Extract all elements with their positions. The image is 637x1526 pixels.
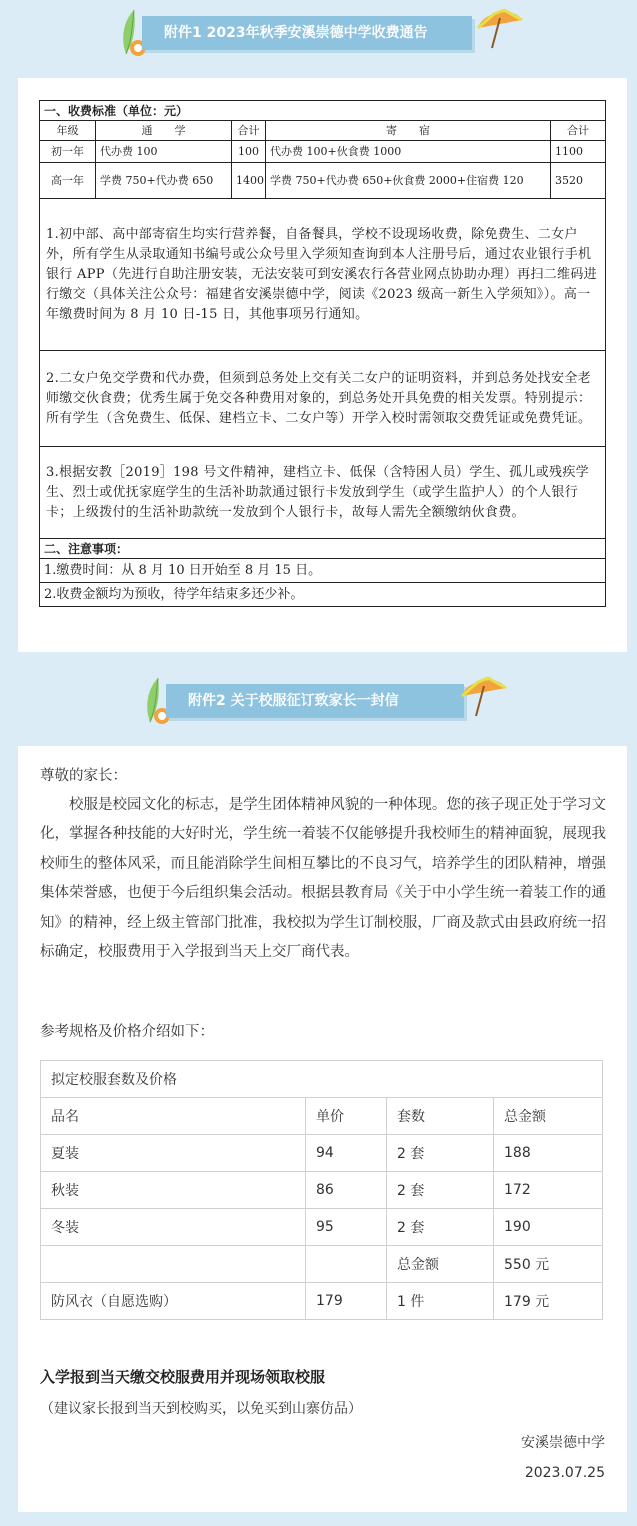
day-fee-cell: 学费 750+代办费 650 (96, 163, 232, 199)
banner-attachment-2 (0, 672, 637, 728)
amount-cell: 550 元 (494, 1246, 603, 1283)
header-amount: 总金额 (494, 1098, 603, 1135)
item-name-cell: 冬装 (41, 1209, 306, 1246)
table-row (41, 1209, 603, 1246)
fee-paragraph-3: 3.根据安教［2019］198 号文件精神，建档立卡、低保（含特困人员）学生、孤儿或残疾学生、烈士或优抚家庭学生的生活补助款通过银行卡发放到学生（或学生监护人）的个人银行卡；上级拨付的生活补助款统一发放到个人银行卡，故每人需先全额缴纳伙食费。 (40, 447, 606, 539)
table-row (40, 163, 606, 199)
item-name-cell (41, 1246, 306, 1283)
board-fee-cell: 学费 750+代办费 650+伙食费 2000+住宿费 120 (266, 163, 551, 199)
header-unit-price: 单价 (306, 1098, 387, 1135)
table-row (41, 1135, 603, 1172)
fee-table (39, 100, 606, 607)
header-grade: 年级 (40, 121, 96, 141)
board-total-cell: 3520 (551, 163, 606, 199)
unit-price-cell: 179 (306, 1283, 387, 1320)
quantity-cell: 1 件 (387, 1283, 494, 1320)
fee-note-1: 1.缴费时间：从 8 月 10 日开始至 8 月 15 日。 (40, 559, 606, 583)
banner-2-title: 附件2 关于校服征订致家长一封信 (166, 684, 464, 718)
header-quantity: 套数 (387, 1098, 494, 1135)
board-fee-cell: 代办费 100+伙食费 1000 (266, 141, 551, 163)
table-row (40, 141, 606, 163)
letter-date: 2023.07.25 (524, 1465, 605, 1481)
unit-price-cell (306, 1246, 387, 1283)
header-day-student: 通 学 (96, 121, 232, 141)
header-total-2: 合计 (551, 121, 606, 141)
amount-cell: 188 (494, 1135, 603, 1172)
fee-note-2: 2.收费金额均为预收，待学年结束多还少补。 (40, 583, 606, 607)
grade-cell: 初一年 (40, 141, 96, 163)
payment-instruction: 入学报到当天缴交校服费用并现场领取校服 (40, 1368, 326, 1386)
table-header-row (41, 1098, 603, 1135)
table-row (41, 1172, 603, 1209)
day-total-cell: 1400 (232, 163, 266, 199)
unit-price-cell: 95 (306, 1209, 387, 1246)
fee-section-2-title: 二、注意事项： (40, 539, 606, 559)
unit-price-cell: 94 (306, 1135, 387, 1172)
quantity-cell: 2 套 (387, 1209, 494, 1246)
fee-paragraph-1: 1.初中部、高中部寄宿生均实行营养餐，自备餐具，学校不设现场收费，除免费生、二女户外，所有学生从录取通知书编号或公众号里入学须知查询到本人注册号后，通过农业银行手机银行 APP（先进行自助注册安装，无法安装可到安溪农行各营业网点协助办理）再扫二维码进行缴交（具体关注公众号：福建省安溪崇德中学，阅读《2023 级高一新生入学须知》）。高一年缴费时间为 8 月 10 日-15 日，其他事项另行通知。 (40, 199, 606, 351)
banner-1-title: 附件1 2023年秋季安溪崇德中学收费通告 (142, 16, 472, 50)
umbrella-icon (474, 4, 524, 50)
header-boarding: 寄 宿 (266, 121, 551, 141)
table-row (41, 1283, 603, 1320)
item-name-cell: 夏装 (41, 1135, 306, 1172)
umbrella-icon (458, 672, 508, 718)
grade-cell: 高一年 (40, 163, 96, 199)
quantity-cell: 2 套 (387, 1135, 494, 1172)
board-total-cell: 1100 (551, 141, 606, 163)
quantity-cell: 总金额 (387, 1246, 494, 1283)
purchase-advice: （建议家长报到当天到校购买，以免买到山寨仿品） (40, 1401, 362, 1417)
item-name-cell: 秋装 (41, 1172, 306, 1209)
uniform-price-table (40, 1060, 603, 1320)
day-total-cell: 100 (232, 141, 266, 163)
uniform-table-caption: 拟定校服套数及价格 (41, 1061, 603, 1098)
letter-body: 校服是校园文化的标志，是学生团体精神风貌的一种体现。您的孩子现正处于学习文化，掌握各种技能的大好时光，学生统一着装不仅能够提升我校师生的精神面貌，展现我校师生的整体风采，而且能消除学生间相互攀比的不良习气，培养学生的团队精神，增强集体荣誉感，也便于今后组织集会活动。根据县教育局《关于中小学生统一着装工作的通知》的精神，经上级主管部门批准，我校拟为学生订制校服，厂商及款式由县政府统一招标确定，校服费用于入学报到当天上交厂商代表。 (40, 797, 606, 961)
day-fee-cell: 代办费 100 (96, 141, 232, 163)
amount-cell: 172 (494, 1172, 603, 1209)
banner-attachment-1 (0, 4, 637, 60)
header-total: 合计 (232, 121, 266, 141)
quantity-cell: 2 套 (387, 1172, 494, 1209)
header-item-name: 品名 (41, 1098, 306, 1135)
fee-table-container (39, 100, 605, 607)
letter-last-line: 参考规格及价格介绍如下： (40, 1024, 214, 1040)
amount-cell: 179 元 (494, 1283, 603, 1320)
fee-section-1-title: 一、收费标准（单位：元） (40, 101, 606, 121)
unit-price-cell: 86 (306, 1172, 387, 1209)
fee-paragraph-2: 2.二女户免交学费和代办费，但须到总务处上交有关二女户的证明资料，并到总务处找安全老师缴交伙食费；优秀生属于免交各种费用对象的，到总务处开具免费的相关发票。特别提示：所有学生（含免费生、低保、建档立卡、二女户等）开学入校时需领取交费凭证或免费凭证。 (40, 351, 606, 447)
letter-greeting: 尊敬的家长： (40, 768, 127, 784)
amount-cell: 190 (494, 1209, 603, 1246)
item-name-cell: 防风衣（自愿选购） (41, 1283, 306, 1320)
table-row (41, 1246, 603, 1283)
school-signature: 安溪崇德中学 (521, 1435, 605, 1451)
